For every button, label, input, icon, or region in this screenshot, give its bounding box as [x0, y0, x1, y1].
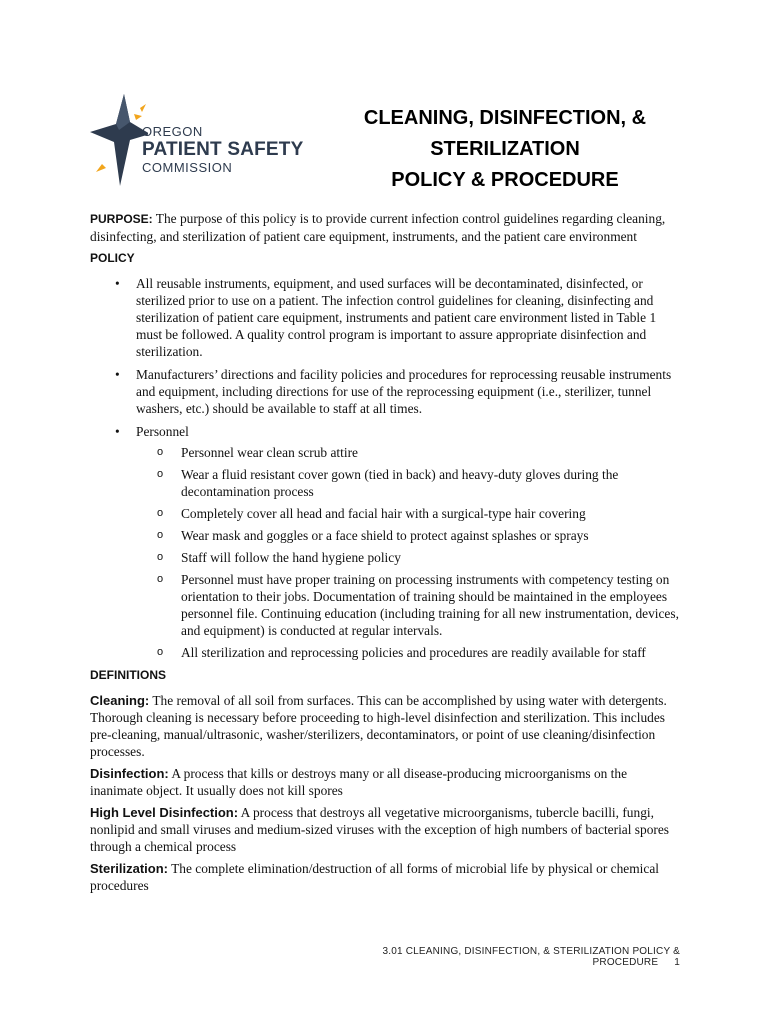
personnel-sublist: [136, 444, 682, 661]
personnel-item-text: Wear mask and goggles or a face shield to protect against splashes or sprays: [181, 528, 589, 543]
bullet-icon: •: [115, 367, 120, 382]
sub-bullet-icon: o: [157, 529, 164, 541]
document-title-line-2: STERILIZATION: [430, 138, 580, 160]
logo-line-oregon: OREGON: [142, 124, 203, 139]
personnel-item-text: All sterilization and reprocessing policies and procedures are readily available for staff: [181, 645, 646, 660]
page-number: 1: [674, 957, 680, 968]
personnel-item: [136, 444, 682, 461]
personnel-item-text: Completely cover all head and facial hair with a surgical-type hair covering: [181, 506, 586, 521]
sub-bullet-icon: o: [157, 507, 164, 519]
definition-item: [90, 692, 682, 760]
definition-text: A process that kills or destroys many or all disease-producing microorganisms on the inanimate object. It usually does not kill spores: [90, 766, 628, 798]
sub-bullet-icon: o: [157, 646, 164, 658]
personnel-item: [136, 549, 682, 566]
bullet-icon: •: [115, 276, 120, 291]
personnel-item-text: Personnel wear clean scrub attire: [181, 445, 358, 460]
document-title-line-3: POLICY & PROCEDURE: [391, 169, 619, 191]
bullet-icon: •: [115, 424, 120, 439]
personnel-item-text: Staff will follow the hand hygiene policy: [181, 550, 401, 565]
personnel-item-text: Wear a fluid resistant cover gown (tied in back) and heavy-duty gloves during the decontamination process: [181, 467, 619, 499]
personnel-item: [136, 527, 682, 544]
sub-bullet-icon: o: [157, 446, 164, 458]
personnel-item: [136, 644, 682, 661]
personnel-item: [136, 466, 682, 500]
policy-item-personnel: [90, 423, 682, 661]
personnel-item: [136, 505, 682, 522]
footer-title: 3.01 CLEANING, DISINFECTION, & STERILIZATION POLICY & PROCEDURE: [382, 946, 680, 968]
logo-line-patient-safety: PATIENT SAFETY: [142, 139, 304, 160]
policy-item-text: Manufacturers’ directions and facility policies and procedures for reprocessing reusable instruments and equipment, including directions for use of the reprocessing equipment (i.e., sterilizer, tunnel washers, etc.) should be available to staff at all times.: [136, 367, 672, 416]
definition-term: Disinfection:: [90, 766, 169, 781]
document-body: [90, 210, 682, 899]
logo-wordmark: [142, 125, 304, 174]
definition-text: The removal of all soil from surfaces. This can be accomplished by using water with detergents. Thorough cleaning is necessary before proceeding to high-level disinfection and sterilization. This includes pre-cleaning, manual/ultrasonic, washer/sterilizers, decontaminators, or point of use cleaning/disinfection processes.: [90, 693, 667, 759]
policy-item-text: All reusable instruments, equipment, and used surfaces will be decontaminated, disinfected, or sterilized prior to use on a patient. The infection control guidelines for cleaning, disinfecting and sterilization of patient care equipment, instruments and patient care environment listed in Table 1 must be followed. A quality control program is important to assure appropriate disinfection and sterilization.: [136, 276, 657, 359]
definition-item: [90, 765, 682, 799]
logo-line-commission: COMMISSION: [142, 160, 233, 175]
organization-logo: [88, 90, 328, 190]
purpose-text: The purpose of this policy is to provide current infection control guidelines regarding cleaning, disinfecting, and sterilization of patient care equipment, instruments, and the patient care environment: [90, 211, 666, 244]
sub-bullet-icon: o: [157, 468, 164, 480]
definition-term: Sterilization:: [90, 861, 169, 876]
policy-list: [90, 275, 682, 661]
definition-text: The complete elimination/destruction of all forms of microbial life by physical or chemical procedures: [90, 861, 659, 893]
definition-text: A process that destroys all vegetative microorganisms, tubercle bacilli, fungi, nonlipid and small viruses and medium-sized viruses with the exception of high numbers of bacterial spores through a chemical process: [90, 805, 670, 854]
definitions-list: [90, 692, 682, 894]
page-footer: [320, 946, 680, 968]
policy-heading: POLICY: [90, 251, 135, 265]
personnel-item-text: Personnel must have proper training on processing instruments with competency testing on orientation to their jobs. Documentation of training should be maintained in the employees personnel file. Continuing education (including training for all new instrumentation, devices, and equipment) is conducted at regular intervals.: [181, 572, 679, 638]
purpose-paragraph: [90, 210, 682, 245]
document-title: [340, 103, 670, 196]
policy-item-manufacturers: [90, 366, 682, 417]
document-title-line-1: CLEANING, DISINFECTION, &: [363, 107, 647, 129]
purpose-label: PURPOSE:: [90, 212, 153, 226]
definition-item: [90, 860, 682, 894]
definition-term: Cleaning:: [90, 693, 150, 708]
definition-term: High Level Disinfection:: [90, 805, 239, 820]
definition-item: [90, 804, 682, 855]
policy-item-reusable: [90, 275, 682, 360]
sub-bullet-icon: o: [157, 551, 164, 563]
policy-item-text: Personnel: [136, 424, 189, 439]
compass-star-icon: [88, 90, 148, 190]
definitions-heading: DEFINITIONS: [90, 668, 167, 682]
personnel-item: [136, 571, 682, 639]
sub-bullet-icon: o: [157, 573, 164, 585]
